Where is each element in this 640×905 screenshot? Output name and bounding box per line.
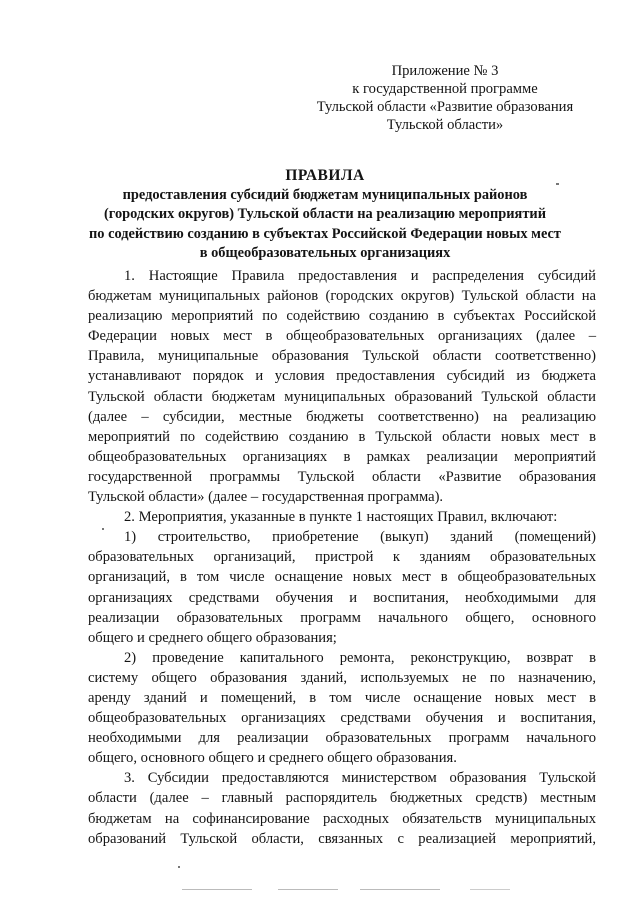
body-line: 3. Субсидии предоставляются министерством образования Тульской	[124, 770, 596, 787]
document-title	[60, 166, 590, 264]
title-line: (городских округов) Тульской области на реализацию мероприятий	[103, 206, 546, 222]
body-line: необходимыми для реализации образовательных программ начального	[88, 730, 596, 747]
title-line: в общеобразовательных организациях	[199, 245, 451, 261]
annex-line: Тульской области «Развитие образования	[316, 99, 574, 115]
body-line: 1. Настоящие Правила предоставления и распределения субсидий	[124, 268, 596, 284]
body-line: (далее – субсидии, местные бюджеты соответственно) на реализацию	[88, 408, 596, 425]
body-line: области (далее – главный распорядитель бюджетных средств) местным	[88, 790, 596, 807]
body-line: Тульской области бюджетам муниципальных образований Тульской области	[88, 388, 596, 405]
body-line: устанавливают порядок и условия предоставления субсидий из бюджета	[88, 368, 596, 385]
title-line: по содействию созданию в субъектах Российской Федерации новых мест	[89, 225, 561, 242]
title-main: ПРАВИЛА	[285, 167, 365, 184]
body-line: 2. Мероприятия, указанные в пункте 1 настоящих Правил, включают:	[124, 509, 558, 526]
body-line: образовательных организаций, пристрой к зданиям образовательных	[88, 549, 596, 566]
annex-header	[300, 62, 590, 134]
annex-line: к государственной программе	[352, 81, 538, 97]
scan-speck	[470, 889, 510, 890]
body-line: бюджетам муниципальных районов (городских округов) Тульской области на	[88, 288, 596, 305]
document-body	[88, 266, 596, 849]
title-line: предоставления субсидий бюджетам муниципальных районов	[122, 186, 528, 203]
scan-speck	[360, 889, 440, 890]
body-line: Федерации новых мест в общеобразовательных организациях (далее –	[88, 328, 596, 345]
scan-speck	[182, 889, 252, 890]
body-line: 1) строительство, приобретение (выкуп) зданий (помещений)	[124, 529, 596, 546]
scan-speck	[102, 528, 104, 530]
body-line: общего, основного общего и среднего общего образования.	[88, 750, 457, 767]
body-line: реализацию мероприятий по содействию созданию в субъектах Российской	[88, 308, 596, 325]
body-line: общеобразовательных организациях в рамках реализации мероприятий	[88, 448, 596, 465]
body-line: бюджетам на софинансирование расходных обязательств муниципальных	[88, 810, 596, 827]
body-line: государственной программы Тульской области «Развитие образования	[88, 468, 596, 485]
scan-speck	[278, 889, 338, 890]
annex-line: Приложение № 3	[391, 63, 499, 79]
body-line: образований Тульской области, связанных с реализацией мероприятий,	[88, 830, 596, 847]
annex-line: Тульской области»	[386, 117, 504, 133]
body-line: Правила, муниципальные образования Тульской области соответственно)	[88, 348, 596, 365]
body-line: аренду зданий и помещений, в том числе оснащение новых мест в	[88, 689, 596, 706]
body-line: организациях средствами обучения и воспитания, необходимыми для	[88, 589, 596, 606]
body-line: систему общего образования зданий, используемых не по назначению,	[88, 669, 596, 686]
body-line: общего и среднего общего образования;	[88, 629, 337, 646]
scan-speck	[556, 183, 559, 185]
body-line: общеобразовательных организациях средствами обучения и воспитания,	[88, 710, 596, 727]
body-line: реализации образовательных программ начального общего, основного	[88, 609, 596, 626]
body-line: 2) проведение капитального ремонта, реконструкцию, возврат в	[124, 649, 596, 666]
body-line: организаций, в том числе оснащение новых мест в общеобразовательных	[88, 569, 596, 586]
body-line: Тульской области» (далее – государственная программа).	[88, 489, 444, 506]
scan-speck	[178, 866, 180, 868]
body-line: мероприятий по содействию созданию в Тульской области новых мест в	[88, 428, 596, 445]
